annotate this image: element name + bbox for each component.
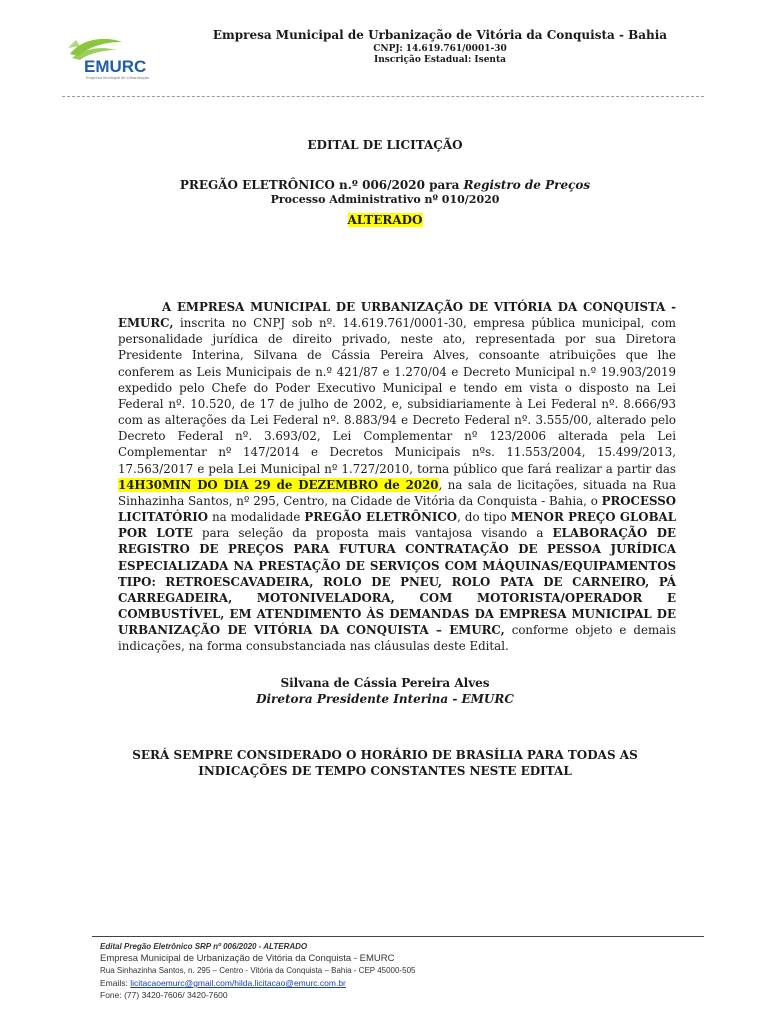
pregao-prefix: PREGÃO ELETRÔNICO n.º 006/2020 para: [179, 178, 464, 192]
edital-body-paragraph: [118, 299, 676, 654]
svg-text:EMURC: EMURC: [84, 57, 147, 76]
footer-email-link[interactable]: licitacaoemurc@gmail.com/hilda.licitacao@emurc.com.br: [130, 978, 346, 988]
body-company-name: A EMPRESA MUNICIPAL DE URBANIZAÇÃO DE VITÓRIA DA CONQUISTA - EMURC,: [118, 300, 676, 331]
body-menor-preco: MENOR PREÇO GLOBAL POR LOTE: [118, 510, 676, 541]
body-text-4: , do tipo: [457, 510, 511, 525]
footer-address: Rua Sinhazinha Santos, n. 295 – Centro - Vitória da Conquista – Bahia - CEP 45000-505: [100, 966, 416, 975]
footer-phone: Fone: (77) 3420-7606/ 3420-7600: [100, 990, 228, 1000]
time-notice-line-2: INDICAÇÕES DE TEMPO CONSTANTES NESTE EDITAL: [198, 764, 572, 778]
body-date-highlight: 14H30MIN DO DIA 29 de DEZEMBRO de 2020: [118, 477, 439, 492]
signatory-role: Diretora Presidente Interina - EMURC: [256, 692, 514, 706]
header-title: Empresa Municipal de Urbanização de Vitória da Conquista - Bahia: [212, 28, 668, 42]
footer-company: Empresa Municipal de Urbanização de Vitória da Conquista - EMURC: [100, 953, 395, 964]
pregao-title: [0, 178, 770, 192]
body-text-5: para seleção da proposta mais vantajosa visando a: [192, 526, 553, 541]
footer-reference: Edital Pregão Eletrônico SRP nº 006/2020 - ALTERADO: [100, 942, 308, 951]
body-text-3: na modalidade: [208, 510, 305, 525]
processo-line: Processo Administrativo nº 010/2020: [270, 193, 500, 206]
footer-emails-label: Emails:: [100, 978, 131, 988]
body-text-6: conforme objeto e demais indicações, na forma consubstanciada nas cláusulas deste Edital.: [118, 623, 676, 654]
alterado-badge: [0, 213, 770, 227]
header-inscricao: Inscrição Estadual: Isenta: [374, 55, 506, 65]
edital-title: EDITAL DE LICITAÇÃO: [307, 138, 463, 152]
body-processo-licitatorio: PROCESSO LICITATÓRIO: [118, 493, 676, 525]
body-objeto: ELABORAÇÃO DE REGISTRO DE PREÇOS PARA FUTURA CONTRATAÇÃO DE PESSOA JURÍDICA ESPECIALIZADA NA PRESTAÇÃO DE SERVIÇOS COM MÁQUINAS/EQUIPAMENTOS TIPO: RETROESCAVADEIRA, ROLO DE PNEU, ROLO PATA DE CARNEIRO, PÁ CARREGADEIRA, MOTONIVELADORA, COM MOTORISTA/OPERADOR E COMBUSTÍVEL, EM ATENDIMENTO ÀS DEMANDAS DA EMPRESA MUNICIPAL DE URBANIZAÇÃO DE VITÓRIA DA CONQUISTA – EMURC,: [118, 526, 677, 638]
body-text-1: inscrita no CNPJ sob nº. 14.619.761/0001-30, empresa pública municipal, com personalidade jurídica de direito privado, neste ato, representada por sua Diretora Presidente Interina, Silvana de Cássia Pereira Alves, consoante atribuições que lhe conferem as Leis Municipais de n.º 421/87 e 1.270/04 e Decreto Municipal n.º 19.903/2019 expedido pelo Chefe do Poder Executivo Municipal e tendo em vista o disposto na Lei Federal nº. 10.520, de 17 de julho de 2002, e, subsidiariamente à Lei Federal nº. 8.666/93 com as alterações da Lei Federal nº. 8.883/94 e Decreto Federal nº. 3.555/00, alterado pelo Decreto Federal nº. 3.693/02, Lei Complementar nº 123/2006 alterada pela Lei Complementar nº 147/2014 e Decretos Municipais nºs. 11.553/2004, 15.499/2013, 17.563/2017 e pela Lei Municipal nº 1.727/2010, torna público que fará realizar a partir das: [118, 316, 676, 476]
svg-text:Empresa Municipal de Urbanizaç: Empresa Municipal de Urbanização: [86, 75, 150, 80]
pregao-italic: Registro de Preços: [463, 178, 591, 192]
body-pregao-eletronico: PREGÃO ELETRÔNICO: [304, 510, 458, 525]
body-text-2: , na sala de licitações, situada na Rua Sinhazinha Santos, nº 295, Centro, na Cidade de Vitória da Conquista - Bahia, o: [118, 477, 676, 508]
header-divider: [62, 96, 704, 97]
alterado-text: ALTERADO: [347, 213, 423, 227]
time-notice-line-1: SERÁ SEMPRE CONSIDERADO O HORÁRIO DE BRASÍLIA PARA TODAS AS: [132, 748, 638, 762]
footer-emails: [100, 978, 346, 988]
signatory-name: Silvana de Cássia Pereira Alves: [280, 676, 490, 690]
header-cnpj: CNPJ: 14.619.761/0001-30: [373, 44, 507, 54]
footer-divider: [92, 936, 704, 937]
